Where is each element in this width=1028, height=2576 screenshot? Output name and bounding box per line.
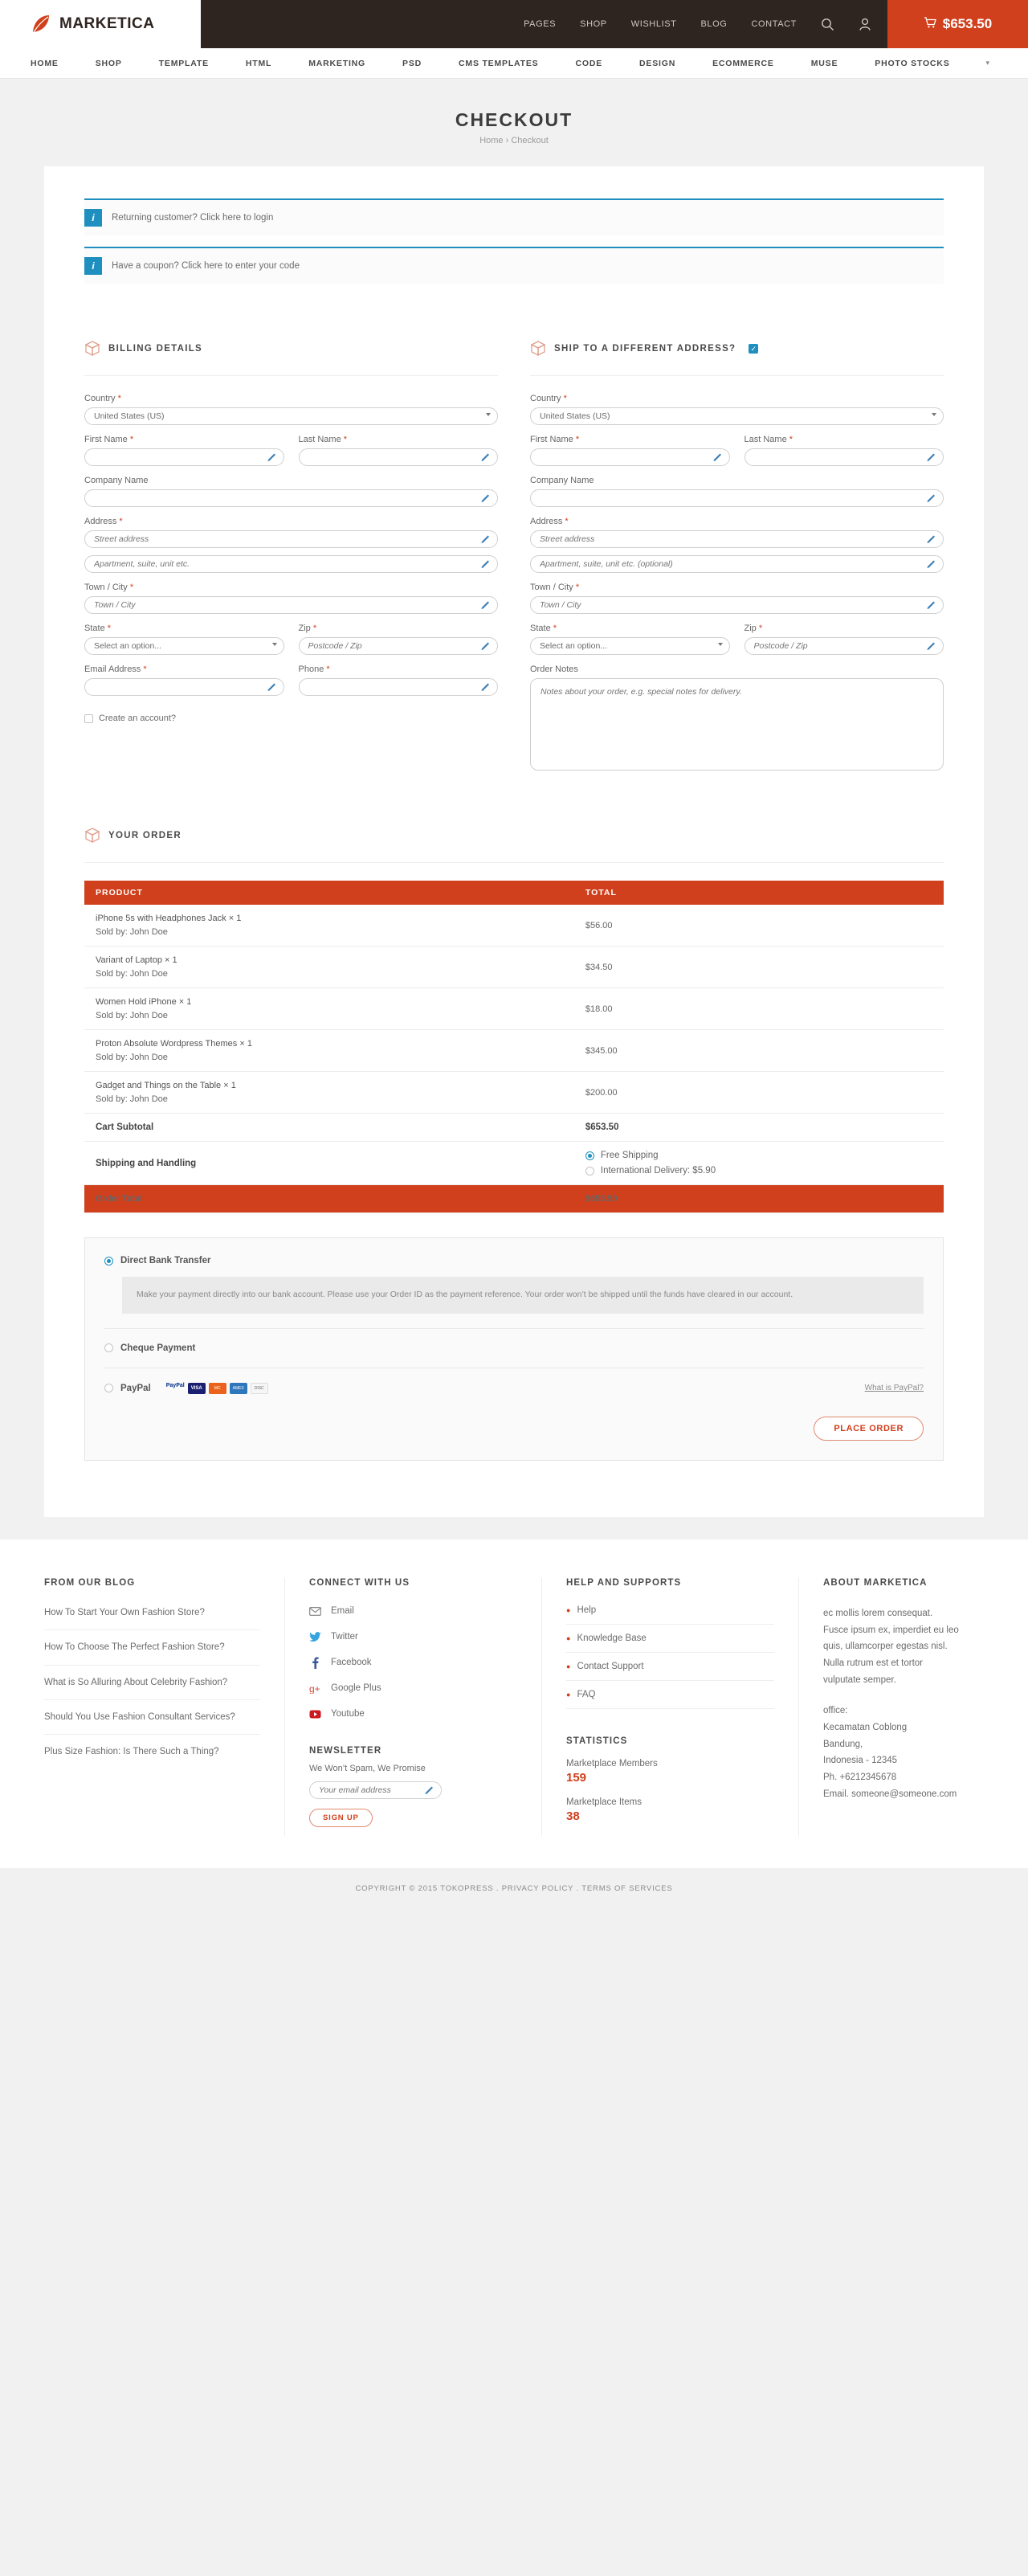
- billing-city-group: [84, 583, 498, 614]
- social-link-youtube[interactable]: [309, 1708, 517, 1720]
- create-account-row[interactable]: [84, 714, 498, 723]
- newsletter-subtext: We Won’t Spam, We Promise: [309, 1763, 426, 1773]
- discover-logo: DISC: [251, 1383, 268, 1394]
- what-is-paypal-link[interactable]: What is PayPal?: [864, 1384, 924, 1393]
- facebook-icon: [309, 1657, 321, 1669]
- order-notes-group: [530, 664, 944, 773]
- coupon-notice[interactable]: [84, 247, 944, 284]
- topnav-item-pages[interactable]: PAGES: [524, 19, 557, 29]
- order-item-sold-by: Sold by: John Doe: [96, 1094, 168, 1104]
- nav-item-template[interactable]: TEMPLATE: [158, 58, 209, 68]
- pencil-icon: [424, 1784, 435, 1797]
- shipping-country-group: [530, 394, 944, 425]
- about-office: [823, 1703, 960, 1802]
- shipping-city-label: Town / City *: [530, 583, 580, 592]
- info-icon: i: [84, 257, 102, 275]
- nav-item-psd[interactable]: PSD: [402, 58, 422, 68]
- cheque-payment-label: Cheque Payment: [120, 1343, 196, 1353]
- bank-transfer-radio[interactable]: [104, 1257, 113, 1266]
- create-account-label: Create an account?: [99, 714, 177, 723]
- leaf-logo-icon: [31, 13, 51, 35]
- social-link-twitter[interactable]: [309, 1631, 517, 1643]
- social-label: Twitter: [331, 1632, 358, 1642]
- list-item[interactable]: [566, 1634, 774, 1653]
- shipping-company-label: Company Name: [530, 476, 594, 485]
- nav-item-muse[interactable]: MUSE: [810, 58, 838, 68]
- statistics-heading: STATISTICS: [566, 1736, 628, 1746]
- order-item-sold-by: Sold by: John Doe: [96, 927, 168, 937]
- breadcrumb-home[interactable]: Home: [479, 136, 504, 145]
- international-delivery-label: International Delivery: $5.90: [600, 1166, 716, 1176]
- shipping-address-title: SHIP TO A DIFFERENT ADDRESS?: [554, 344, 736, 354]
- billing-state-label: State *: [84, 624, 112, 633]
- billing-zip-input[interactable]: [299, 637, 499, 655]
- billing-details-header: [84, 340, 498, 358]
- amex-logo: AMEX: [230, 1383, 247, 1394]
- international-delivery-radio[interactable]: [585, 1167, 594, 1176]
- billing-phone-group: [299, 664, 499, 696]
- social-label: Youtube: [331, 1709, 365, 1719]
- nav-item-cms-templates[interactable]: CMS TEMPLATES: [459, 58, 539, 68]
- order-col-total: TOTAL: [574, 881, 944, 905]
- social-label: Google Plus: [331, 1683, 381, 1694]
- shipping-address2-input[interactable]: [530, 555, 944, 573]
- social-link-google-plus[interactable]: [309, 1683, 517, 1695]
- shipping-state-group: [530, 624, 730, 655]
- breadcrumb: [0, 136, 1028, 145]
- newsletter-email-input[interactable]: [309, 1781, 442, 1799]
- billing-company-label: Company Name: [84, 476, 149, 485]
- order-item-name: Gadget and Things on the Table × 1: [96, 1081, 236, 1090]
- shipping-address-label: Address *: [530, 517, 569, 526]
- payment-methods: [84, 1237, 944, 1461]
- cart-total: $653.50: [942, 16, 993, 31]
- page-header: [0, 79, 1028, 166]
- order-item-name: Proton Absolute Wordpress Themes × 1: [96, 1039, 252, 1049]
- terms-of-services-link[interactable]: TERMS OF SERVICES: [581, 1883, 673, 1893]
- shipping-zip-input[interactable]: [744, 637, 944, 655]
- payment-card-logos: [166, 1383, 268, 1394]
- help-item-label: Help: [577, 1605, 597, 1615]
- billing-phone-label: Phone *: [298, 664, 330, 674]
- coupon-notice-text[interactable]: Have a coupon? Click here to enter your code: [112, 261, 300, 271]
- billing-last-name-group: [299, 435, 499, 466]
- billing-first-name-group: [84, 435, 284, 466]
- list-item[interactable]: How To Choose The Perfect Fashion Store?: [44, 1640, 260, 1665]
- list-item[interactable]: [566, 1662, 774, 1681]
- shipping-company-input[interactable]: [530, 489, 944, 507]
- shipping-form: [530, 394, 944, 783]
- topnav-item-contact[interactable]: CONTACT: [751, 19, 797, 29]
- order-table-header-row: [84, 881, 944, 905]
- shipping-handling-row: [84, 1142, 944, 1185]
- nav-item-marketing[interactable]: MARKETING: [308, 58, 366, 68]
- your-order-header: [84, 827, 944, 844]
- billing-first-name-input[interactable]: [84, 448, 284, 466]
- shipping-first-name-group: [530, 435, 730, 466]
- checkout-card: [44, 166, 984, 1517]
- paypal-logo: PayPal: [165, 1383, 185, 1389]
- order-notes-label: Order Notes: [530, 664, 578, 674]
- shipping-address-header: [530, 340, 944, 358]
- privacy-policy-link[interactable]: PRIVACY POLICY .: [501, 1883, 580, 1893]
- table-row: [84, 947, 944, 988]
- order-item-name: iPhone 5s with Headphones Jack × 1: [96, 914, 242, 923]
- shipping-address-group: [530, 517, 944, 573]
- copyright-text: COPYRIGHT © 2015 TOKOPRESS .: [355, 1883, 500, 1893]
- shipping-option-international[interactable]: [585, 1166, 932, 1176]
- social-link-facebook[interactable]: [309, 1657, 517, 1669]
- shipping-zip-group: [744, 624, 944, 655]
- nav-item-html[interactable]: HTML: [245, 58, 272, 68]
- list-item[interactable]: [566, 1605, 774, 1625]
- twitter-icon: [309, 1631, 321, 1643]
- login-notice[interactable]: [84, 198, 944, 235]
- billing-country-group: [84, 394, 498, 425]
- topnav-item-blog[interactable]: BLOG: [700, 19, 728, 29]
- cheque-payment-radio[interactable]: [104, 1343, 113, 1352]
- nav-item-photo-stocks[interactable]: PHOTO STOCKS: [875, 58, 950, 68]
- bullet-icon: ●: [566, 1634, 571, 1642]
- bank-transfer-label: Direct Bank Transfer: [120, 1256, 211, 1266]
- order-item-total: $34.50: [574, 947, 944, 988]
- nav-item-code[interactable]: CODE: [575, 58, 603, 68]
- office-label: office:: [823, 1706, 848, 1716]
- footer-help-heading: HELP AND SUPPORTS: [566, 1577, 682, 1588]
- social-label: Facebook: [331, 1658, 372, 1668]
- box-icon: [84, 827, 100, 844]
- billing-email-label: Email Address *: [84, 664, 147, 674]
- list-item[interactable]: How To Start Your Own Fashion Store?: [44, 1605, 260, 1630]
- footer-blog-heading: FROM OUR BLOG: [44, 1577, 136, 1588]
- order-notes-textarea[interactable]: [530, 678, 944, 771]
- stat-value-items: 38: [566, 1809, 580, 1823]
- order-item-sold-by: Sold by: John Doe: [96, 969, 168, 979]
- billing-last-name-input[interactable]: [299, 448, 499, 466]
- social-label: Email: [331, 1606, 354, 1617]
- about-text: ec mollis lorem consequat. Fusce ipsum ex, imperdiet eu leo quis, ullamcorper egestas nisl. Nulla rutrum est et tortor vulputate semper.: [823, 1608, 959, 1685]
- footer-help-column: [542, 1578, 799, 1836]
- list-item[interactable]: Plus Size Fashion: Is There Such a Thing?: [44, 1747, 219, 1757]
- shipping-country-label: Country *: [530, 394, 567, 403]
- table-row: [84, 988, 944, 1030]
- topnav-item-shop[interactable]: SHOP: [580, 19, 607, 29]
- shipping-option-free[interactable]: [585, 1151, 932, 1160]
- place-order-button[interactable]: PLACE ORDER: [814, 1417, 924, 1441]
- billing-city-input[interactable]: [84, 596, 498, 614]
- nav-item-design[interactable]: DESIGN: [639, 58, 676, 68]
- bullet-icon: ●: [566, 1662, 571, 1670]
- breadcrumb-current: Checkout: [511, 136, 549, 145]
- mastercard-logo: MC: [209, 1383, 226, 1394]
- box-icon: [84, 340, 100, 358]
- billing-address2-input[interactable]: [84, 555, 498, 573]
- youtube-icon: [309, 1708, 321, 1720]
- footer-connect-heading: CONNECT WITH US: [309, 1577, 410, 1588]
- order-item-total: $345.00: [574, 1030, 944, 1072]
- google-plus-icon: [309, 1683, 321, 1695]
- table-row: [84, 1072, 944, 1114]
- shipping-country-select[interactable]: [530, 407, 944, 425]
- top-bar: [0, 0, 1028, 48]
- free-shipping-label: Free Shipping: [600, 1151, 659, 1160]
- ship-different-checkbox[interactable]: ✓: [749, 344, 758, 354]
- office-line-2: Bandung,: [823, 1739, 863, 1749]
- billing-form: [84, 394, 498, 783]
- billing-last-name-label: Last Name *: [298, 435, 348, 444]
- chevron-down-icon[interactable]: ▾: [985, 59, 989, 67]
- billing-country-label: Country *: [84, 394, 121, 403]
- billing-details-title: BILLING DETAILS: [108, 344, 203, 354]
- billing-address-group: [84, 517, 498, 573]
- cart-button[interactable]: [887, 0, 1028, 48]
- shipping-last-name-input[interactable]: [744, 448, 944, 466]
- shipping-last-name-label: Last Name *: [744, 435, 793, 444]
- order-item-sold-by: Sold by: John Doe: [96, 1053, 168, 1062]
- shipping-state-label: State *: [530, 624, 557, 633]
- email-icon: [309, 1605, 321, 1617]
- order-col-product: PRODUCT: [84, 881, 574, 905]
- footer-about-column: [799, 1578, 984, 1836]
- payment-method-bank[interactable]: [104, 1256, 924, 1266]
- newsletter-signup-button[interactable]: SIGN UP: [309, 1809, 373, 1827]
- svg-text:g+: g+: [309, 1683, 320, 1694]
- order-total-row: [84, 1185, 944, 1213]
- list-item[interactable]: [566, 1690, 774, 1709]
- nav-item-ecommerce[interactable]: ECOMMERCE: [712, 58, 774, 68]
- search-icon[interactable]: [821, 18, 834, 31]
- shipping-state-select[interactable]: [530, 637, 730, 655]
- help-item-label: FAQ: [577, 1689, 596, 1699]
- stat-value-members: 159: [566, 1770, 587, 1785]
- bank-transfer-description: Make your payment directly into our bank account. Please use your Order ID as the payment reference. Your order won’t be shipped until the funds have cleared in our account.: [122, 1277, 924, 1314]
- logo[interactable]: [0, 0, 201, 48]
- list-item[interactable]: Should You Use Fashion Consultant Services?: [44, 1710, 260, 1735]
- order-item-total: $200.00: [574, 1072, 944, 1114]
- box-icon: [530, 340, 546, 358]
- billing-zip-group: [299, 624, 499, 655]
- bullet-icon: ●: [566, 1605, 571, 1614]
- billing-state-select[interactable]: [84, 637, 284, 655]
- paypal-radio[interactable]: [104, 1384, 113, 1392]
- order-summary-table: [84, 881, 944, 1213]
- billing-city-label: Town / City *: [84, 583, 134, 592]
- visa-logo: VISA: [188, 1383, 206, 1394]
- shipping-last-name-group: [744, 435, 944, 466]
- bullet-icon: ●: [566, 1690, 571, 1699]
- office-email: Email. someone@someone.com: [823, 1789, 957, 1799]
- newsletter-heading: NEWSLETTER: [309, 1745, 382, 1756]
- social-link-email[interactable]: [309, 1605, 517, 1617]
- stat-label-items: Marketplace Items: [566, 1797, 642, 1807]
- login-notice-text[interactable]: Returning customer? Click here to login: [112, 213, 274, 223]
- info-icon: i: [84, 209, 102, 227]
- stat-label-members: Marketplace Members: [566, 1758, 658, 1768]
- billing-address-label: Address *: [84, 517, 123, 526]
- payment-method-cheque[interactable]: [104, 1343, 924, 1353]
- footer-connect-column: [285, 1578, 542, 1836]
- topnav-item-wishlist[interactable]: WISHLIST: [630, 19, 677, 29]
- page-title: CHECKOUT: [455, 109, 573, 130]
- billing-first-name-label: First Name *: [84, 435, 134, 444]
- logo-text: MARKETICA: [59, 15, 155, 32]
- shipping-zip-label: Zip *: [744, 624, 763, 633]
- footer-blog-column: [44, 1578, 285, 1836]
- list-item[interactable]: What is So Alluring About Celebrity Fashion?: [44, 1675, 260, 1700]
- shipping-first-name-label: First Name *: [530, 435, 580, 444]
- billing-country-select[interactable]: [84, 407, 498, 425]
- free-shipping-radio[interactable]: [585, 1151, 594, 1160]
- shipping-city-group: [530, 583, 944, 614]
- cart-subtotal-row: [84, 1114, 944, 1142]
- your-order-title: YOUR ORDER: [108, 831, 182, 840]
- user-icon[interactable]: [859, 18, 871, 31]
- footer: [0, 1539, 1028, 1868]
- paypal-label: PayPal: [120, 1383, 151, 1393]
- help-item-label: Knowledge Base: [577, 1633, 647, 1643]
- billing-zip-label: Zip *: [298, 624, 317, 633]
- breadcrumb-separator: ›: [505, 136, 509, 145]
- order-item-name: Women Hold iPhone × 1: [96, 997, 192, 1007]
- billing-company-group: [84, 476, 498, 507]
- cart-subtotal-label: Cart Subtotal: [84, 1114, 574, 1142]
- shipping-company-group: [530, 476, 944, 507]
- payment-method-paypal[interactable]: [104, 1383, 924, 1394]
- shipping-city-input[interactable]: [530, 596, 944, 614]
- create-account-checkbox[interactable]: [84, 714, 93, 723]
- billing-email-input[interactable]: [84, 678, 284, 696]
- billing-state-group: [84, 624, 284, 655]
- help-item-label: Contact Support: [577, 1661, 644, 1671]
- main-nav: [0, 48, 1028, 79]
- top-nav: [201, 0, 887, 48]
- order-total-value: $653.50: [574, 1185, 944, 1213]
- shipping-handling-label: Shipping and Handling: [84, 1142, 574, 1185]
- order-item-name: Variant of Laptop × 1: [96, 955, 177, 965]
- copyright-bar: [0, 1868, 1028, 1914]
- office-line-3: Indonesia - 12345: [823, 1756, 898, 1766]
- nav-item-home[interactable]: HOME: [31, 58, 59, 68]
- cart-icon: [924, 16, 936, 32]
- shipping-first-name-input[interactable]: [530, 448, 730, 466]
- order-item-total: $56.00: [574, 905, 944, 947]
- office-line-1: Kecamatan Coblong: [823, 1722, 908, 1732]
- billing-phone-input[interactable]: [299, 678, 499, 696]
- billing-address1-input[interactable]: [84, 530, 498, 548]
- shipping-address1-input[interactable]: [530, 530, 944, 548]
- order-item-sold-by: Sold by: John Doe: [96, 1011, 168, 1020]
- billing-email-group: [84, 664, 284, 696]
- cart-subtotal-value: $653.50: [574, 1114, 944, 1142]
- order-item-total: $18.00: [574, 988, 944, 1030]
- billing-company-input[interactable]: [84, 489, 498, 507]
- order-total-label: Order Total: [84, 1185, 574, 1213]
- table-row: [84, 905, 944, 947]
- nav-item-shop[interactable]: SHOP: [95, 58, 122, 68]
- table-row: [84, 1030, 944, 1072]
- office-phone: Ph. +6212345678: [823, 1773, 897, 1783]
- footer-about-heading: ABOUT MARKETICA: [823, 1577, 928, 1588]
